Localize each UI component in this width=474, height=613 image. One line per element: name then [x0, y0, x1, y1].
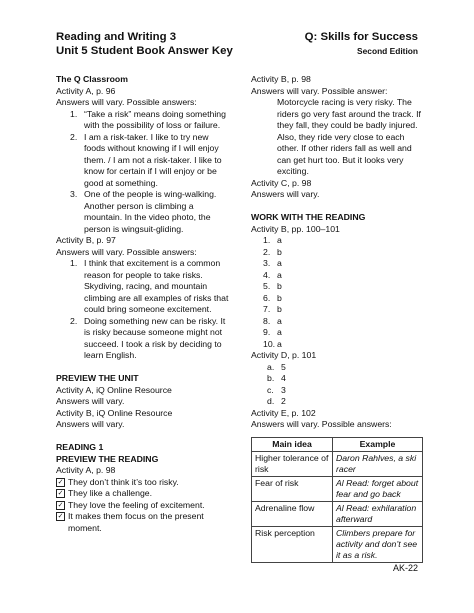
activity-b-list [56, 258, 231, 362]
list-item: 4. a [263, 269, 282, 280]
activity-a-answers-note: Answers will vary. Possible answers: [56, 97, 197, 107]
preview-line: Answers will vary. [56, 396, 125, 406]
checkbox-checked-icon: ✓ [57, 513, 64, 520]
series-name: Q: Skills for Success [304, 31, 418, 43]
table-cell: Risk perception [252, 526, 333, 562]
list-item: 3. One of the people is wing-walking. Another person is climbing a mountain. In the video photo, the person is wingsuit-gliding. [70, 189, 217, 234]
list-item: 2. Doing something new can be risky. It is risky because someone might not succeed. I took a risk by deciding to learn English. [70, 315, 226, 360]
checkbox-checked-icon: ✓ [57, 490, 64, 497]
table-cell: Al Read: exhilaration afterward [333, 501, 423, 526]
table-row [252, 476, 423, 501]
page-number: AK-22 [392, 563, 418, 573]
table-cell: Higher tolerance of risk [252, 451, 333, 476]
activity-b-label: Activity B, p. 98 [251, 74, 311, 84]
main-idea-table [251, 437, 423, 563]
wr-activity-d-label: Activity D, p. 101 [251, 350, 317, 360]
table-row [252, 501, 423, 526]
list-item: 10. a [263, 338, 282, 349]
right-column [251, 74, 421, 563]
list-item: 8. a [263, 315, 282, 326]
activity-b-answers-list [251, 235, 421, 350]
preview-line: Activity A, iQ Online Resource [56, 384, 172, 395]
checkbox-checked-icon: ✓ [57, 478, 64, 486]
document-title [56, 30, 233, 58]
checklist-item: ✓ They don’t think it’s too risky. [57, 476, 179, 487]
list-item: 1. I think that excitement is a common reason for people to take risks. Skydiving, racing, and mountain climbing are all examples of risks that could bring someone excitement. [70, 258, 229, 314]
checklist-item: ✓ They like a challenge. [57, 488, 153, 498]
work-with-reading-heading: WORK WITH THE READING [251, 212, 366, 222]
list-item: b. 4 [267, 373, 286, 383]
column-header: Main idea [252, 437, 333, 451]
table-row [252, 451, 423, 476]
table-row [252, 526, 423, 562]
table-cell: Climbers prepare for activity and don’t see it as a risk. [333, 526, 423, 562]
table-header-row [252, 437, 423, 451]
preview-reading-activity-a: Activity A, p. 98 [56, 465, 116, 475]
activity-d-answers-list [251, 362, 421, 408]
list-item: d. 2 [267, 396, 286, 406]
table-cell: Daron Rahlves, a ski racer [333, 451, 423, 476]
activity-b-answer-text: Motorcycle racing is very risky. The riders go very fast around the track. If they fall, they could be badly injured. Also, they ride very close to each other. If other riders fall as well and can get hurt too. But it looks very exciting. [277, 97, 421, 176]
list-item: 1. a [263, 235, 282, 245]
checkbox-checked-icon: ✓ [57, 501, 64, 509]
activity-b-label: Activity B, p. 97 [56, 235, 116, 245]
list-item: 5. b [263, 281, 282, 291]
preview-line: Answers will vary. [56, 419, 125, 429]
preview-unit-heading: PREVIEW THE UNIT [56, 373, 139, 383]
activity-a-list [56, 109, 231, 236]
table-cell: Adrenaline flow [252, 501, 333, 526]
wr-activity-b-label: Activity B, pp. 100–101 [251, 223, 340, 234]
list-item: a. 5 [267, 361, 286, 372]
list-item: 6. b [263, 292, 282, 303]
activity-c-answer-note: Answers will vary. [251, 189, 320, 199]
activity-b-answer-note: Answers will vary. Possible answer: [251, 85, 388, 96]
activity-b-answers-note: Answers will vary. Possible answers: [56, 246, 197, 257]
list-item: c. 3 [267, 384, 286, 395]
wr-activity-e-label: Activity E, p. 102 [251, 407, 316, 418]
checklist-item: ✓ They love the feeling of excitement. [57, 499, 205, 510]
table-cell: Al Read: forget about fear and go back [333, 476, 423, 501]
left-column [56, 74, 231, 534]
checklist-item: ✓ It makes them focus on the present moment. [57, 511, 204, 533]
preview-line: Activity B, iQ Online Resource [56, 407, 173, 418]
reading-1-heading: READING 1 [56, 442, 104, 452]
table-cell: Fear of risk [252, 476, 333, 501]
preview-reading-heading: PREVIEW THE READING [56, 453, 159, 464]
activity-a-label: Activity A, p. 96 [56, 85, 116, 96]
title-line-1: Reading and Writing 3 [56, 31, 177, 43]
list-item: 1. “Take a risk” means doing something with the possibility of loss or failure. [70, 108, 226, 130]
list-item: 3. a [263, 258, 282, 268]
edition-label: Second Edition [357, 46, 418, 56]
series-header [305, 30, 418, 58]
title-line-2: Unit 5 Student Book Answer Key [56, 45, 233, 57]
list-item: 9. a [263, 327, 282, 337]
list-item: 2. b [263, 246, 282, 257]
column-header: Example [333, 437, 423, 451]
list-item: 7. b [263, 304, 282, 314]
wr-activity-e-answers-note: Answers will vary. Possible answers: [251, 419, 392, 429]
activity-c-label: Activity C, p. 98 [251, 177, 312, 188]
list-item: 2. I am a risk-taker. I like to try new foods without knowing if I will enjoy them. / I am not a risk-taker. I like to know for certain if I will enjoy or be good at something. [70, 131, 222, 188]
q-classroom-heading: The Q Classroom [56, 74, 128, 84]
